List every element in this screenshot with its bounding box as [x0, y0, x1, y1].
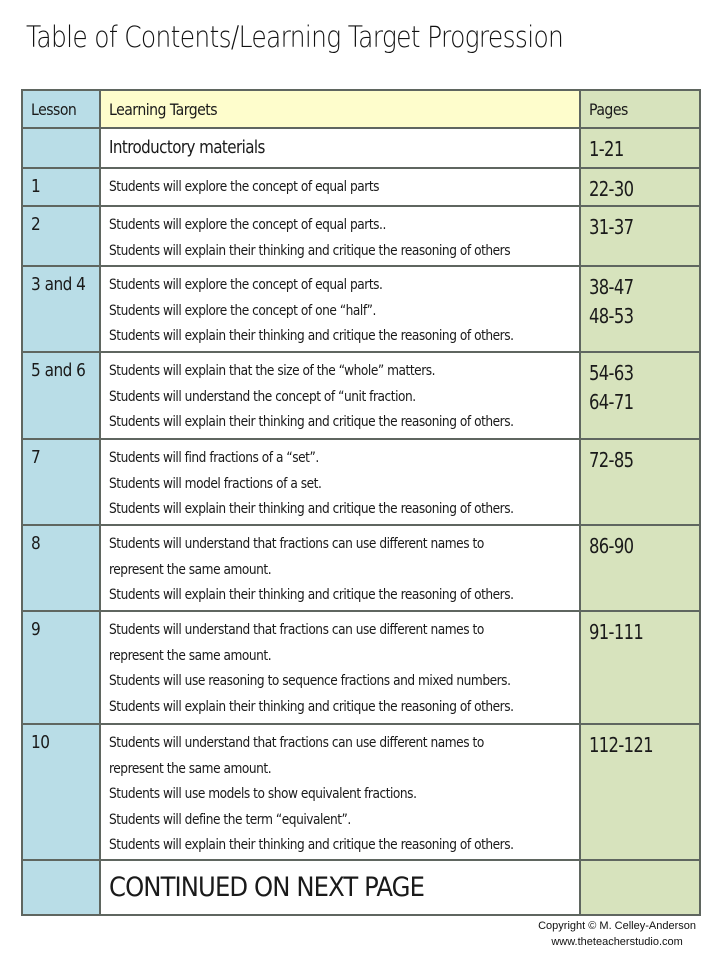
- continued-label: CONTINUED ON NEXT PAGE: [109, 871, 425, 903]
- learning-target: Students will understand that fractions can use different names to: [109, 622, 484, 638]
- lesson-cell: [22, 206, 100, 266]
- lesson-number: 8: [31, 533, 41, 554]
- learning-target: Students will explore the concept of equal parts.: [109, 277, 383, 293]
- lesson-number: 2: [31, 214, 41, 235]
- header-targets: Learning Targets: [109, 100, 218, 119]
- table-row: [22, 525, 700, 611]
- lesson-cell: [22, 266, 100, 352]
- learning-target: represent the same amount.: [109, 760, 272, 777]
- header-pages-cell: [580, 90, 700, 128]
- page-range: 64-71: [589, 390, 634, 414]
- header-row: [22, 90, 700, 128]
- lesson-cell: [22, 352, 100, 439]
- learning-target: Students will explain their thinking and critique the reasoning of others.: [109, 698, 514, 715]
- learning-target: Students will understand that fractions can use different names to: [109, 735, 484, 751]
- pages-cell: [580, 860, 700, 915]
- header-pages: Pages: [589, 100, 628, 119]
- copyright-text: Copyright © M. Celley-Anderson: [538, 920, 696, 932]
- learning-target: Introductory materials: [109, 137, 265, 158]
- page-range: 91-111: [589, 620, 644, 644]
- learning-target: represent the same amount.: [109, 647, 272, 664]
- learning-target: Students will explain their thinking and critique the reasoning of others.: [109, 328, 514, 344]
- footer: [538, 918, 696, 950]
- table-row: [22, 611, 700, 724]
- pages-cell: [580, 525, 700, 611]
- lesson-cell: [22, 128, 100, 168]
- page-title: Table of Contents/Learning Target Progression: [26, 20, 564, 54]
- learning-target: Students will explore the concept of equal parts: [109, 179, 380, 195]
- page-range: 1-21: [589, 137, 624, 161]
- learning-target: Students will explain their thinking and critique the reasoning of others.: [109, 414, 514, 430]
- targets-cell: [100, 724, 580, 860]
- page-range: 38-47: [589, 275, 634, 299]
- page-range: 22-30: [589, 177, 634, 201]
- learning-target: Students will understand that fractions can use different names to: [109, 536, 484, 552]
- learning-target: Students will define the term “equivalent”.: [109, 811, 351, 828]
- pages-cell: [580, 206, 700, 266]
- page-range: 72-85: [589, 448, 634, 472]
- header-lesson: Lesson: [31, 100, 77, 119]
- learning-target: Students will explain their thinking and critique the reasoning of others: [109, 242, 511, 259]
- lesson-cell: [22, 168, 100, 206]
- pages-cell: [580, 724, 700, 860]
- header-targets-cell: [100, 90, 580, 128]
- learning-target: Students will use reasoning to sequence fractions and mixed numbers.: [109, 673, 511, 689]
- lesson-number: 5 and 6: [31, 360, 86, 381]
- continued-row: [22, 860, 700, 915]
- learning-target: Students will use models to show equivalent fractions.: [109, 786, 417, 802]
- table-row: [22, 724, 700, 860]
- toc-table: [21, 89, 701, 916]
- table-row: [22, 439, 700, 525]
- lesson-cell: [22, 525, 100, 611]
- targets-cell: [100, 525, 580, 611]
- page-range: 48-53: [589, 304, 634, 328]
- lesson-cell: [22, 611, 100, 724]
- pages-cell: [580, 352, 700, 439]
- pages-cell: [580, 128, 700, 168]
- table-row: [22, 266, 700, 352]
- lesson-number: 3 and 4: [31, 274, 86, 295]
- table-row: [22, 128, 700, 168]
- learning-target: Students will model fractions of a set.: [109, 475, 322, 492]
- learning-target: Students will find fractions of a “set”.: [109, 450, 319, 466]
- lesson-number: 9: [31, 619, 41, 640]
- learning-target: Students will explain their thinking and critique the reasoning of others.: [109, 501, 514, 517]
- lesson-cell: [22, 439, 100, 525]
- targets-cell: [100, 266, 580, 352]
- targets-cell: [100, 439, 580, 525]
- learning-target: Students will explain their thinking and critique the reasoning of others.: [109, 587, 514, 603]
- page-range: 112-121: [589, 733, 653, 757]
- pages-cell: [580, 439, 700, 525]
- table-row: [22, 352, 700, 439]
- website-text: www.theteacherstudio.com: [551, 936, 683, 948]
- page-range: 54-63: [589, 361, 634, 385]
- targets-cell: [100, 352, 580, 439]
- targets-cell: [100, 611, 580, 724]
- learning-target: Students will explore the concept of one “half”.: [109, 302, 376, 319]
- learning-target: Students will explain that the size of the “whole” matters.: [109, 363, 436, 379]
- targets-cell: [100, 128, 580, 168]
- pages-cell: [580, 266, 700, 352]
- lesson-cell: [22, 860, 100, 915]
- targets-cell: [100, 206, 580, 266]
- lesson-number: 10: [31, 732, 50, 753]
- targets-cell: [100, 168, 580, 206]
- table-row: [22, 206, 700, 266]
- table-row: [22, 168, 700, 206]
- lesson-number: 7: [31, 447, 41, 468]
- page-range: 86-90: [589, 534, 634, 558]
- pages-cell: [580, 168, 700, 206]
- targets-cell: [100, 860, 580, 915]
- lesson-number: 1: [31, 176, 41, 197]
- learning-target: Students will understand the concept of “unit fraction.: [109, 388, 416, 405]
- pages-cell: [580, 611, 700, 724]
- lesson-cell: [22, 724, 100, 860]
- page-range: 31-37: [589, 215, 634, 239]
- header-lesson-cell: [22, 90, 100, 128]
- learning-target: Students will explore the concept of equal parts..: [109, 217, 386, 233]
- learning-target: represent the same amount.: [109, 561, 272, 578]
- learning-target: Students will explain their thinking and critique the reasoning of others.: [109, 837, 514, 853]
